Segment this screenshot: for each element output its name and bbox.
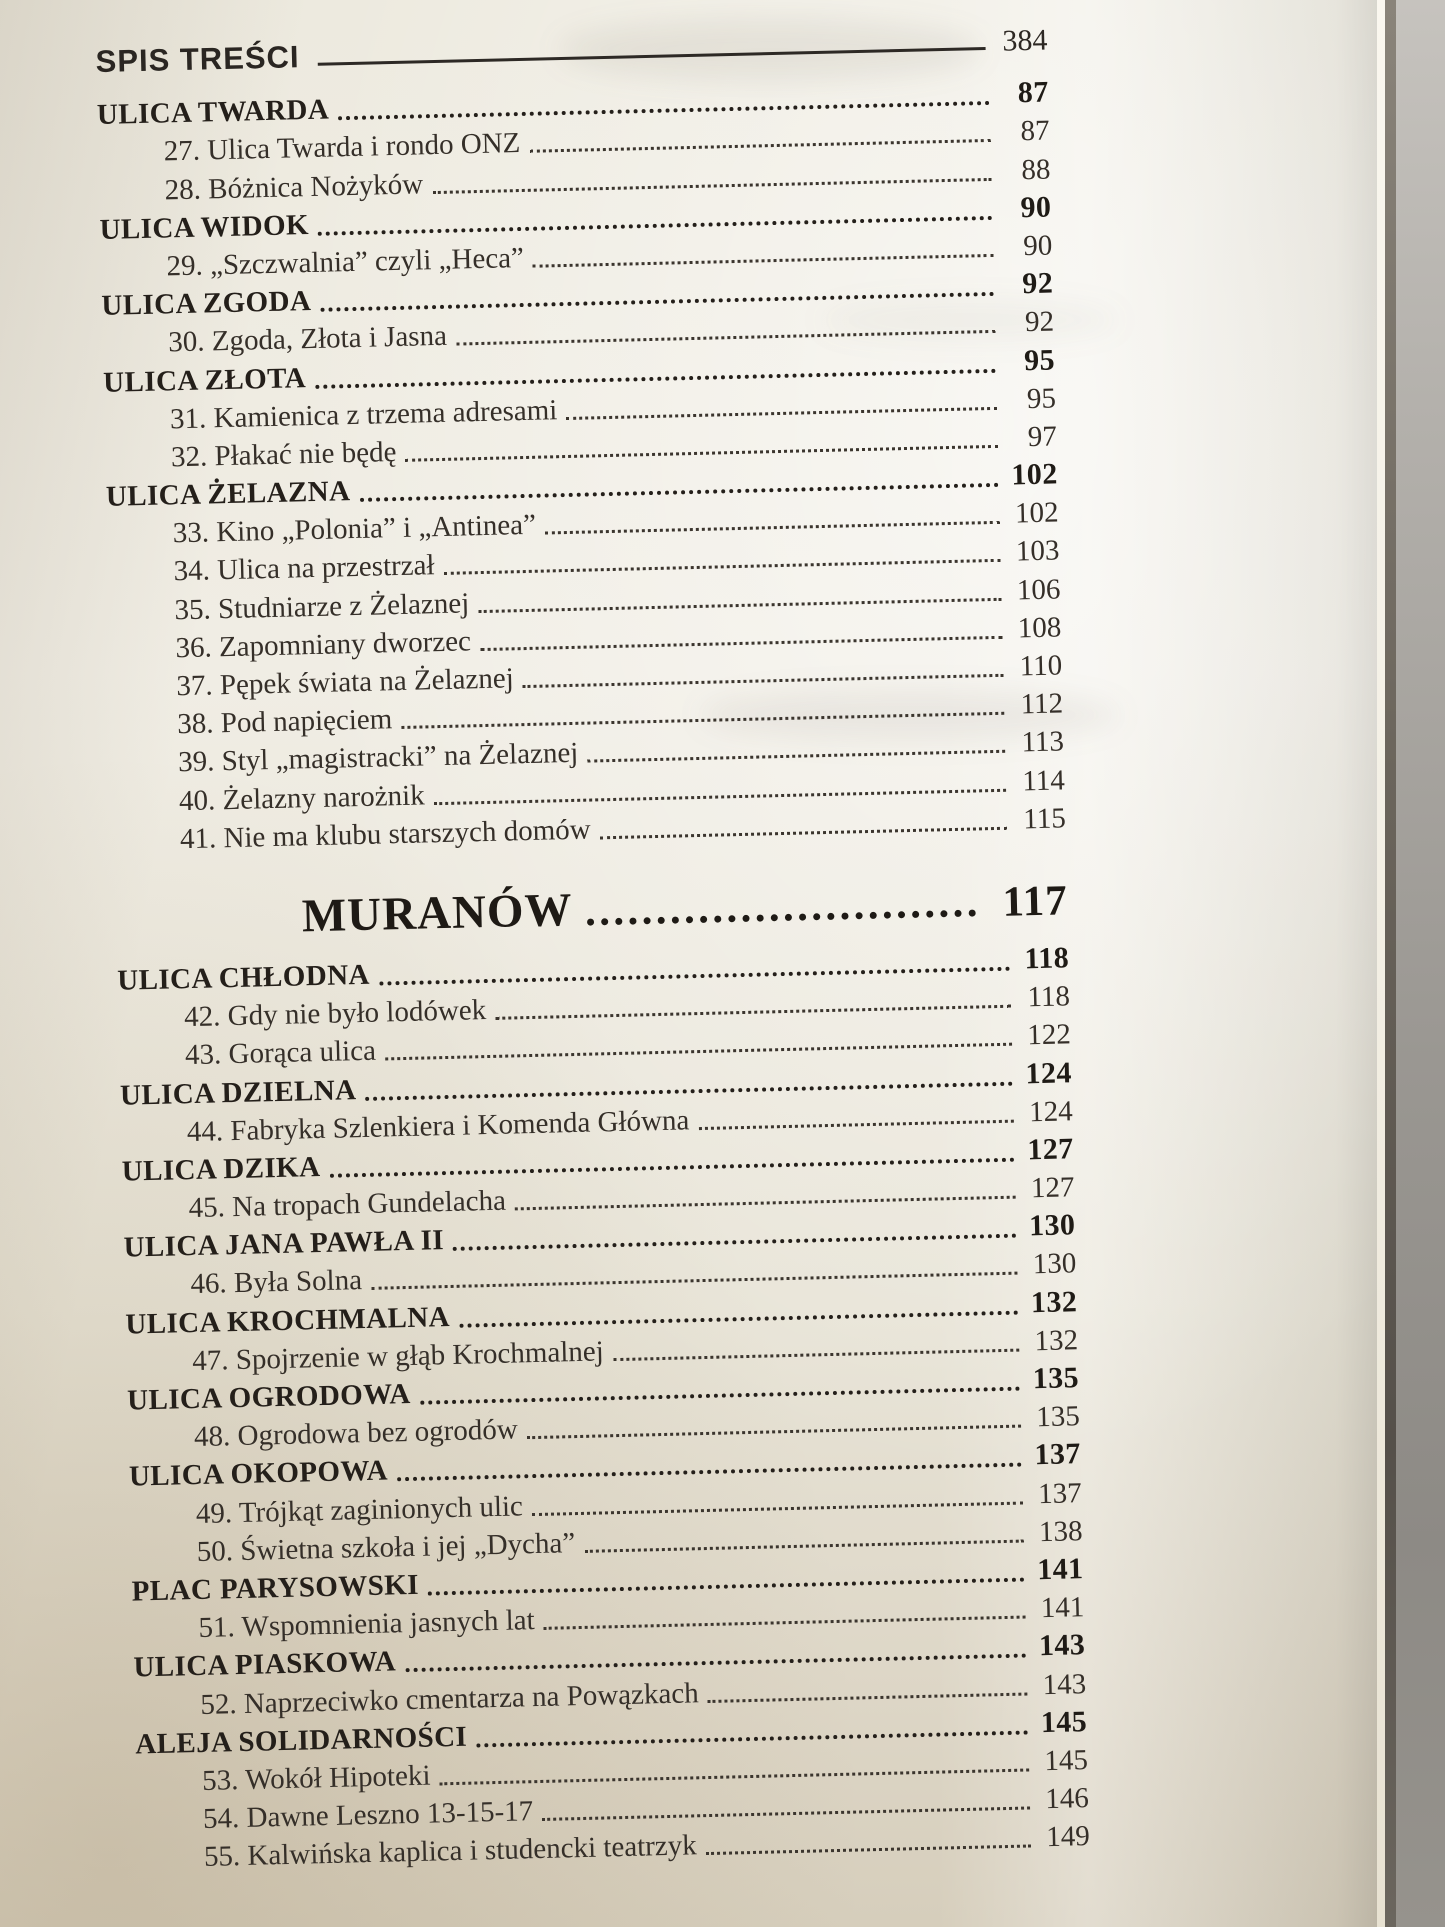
entry-page-number: 92 — [1024, 305, 1055, 339]
entry-label: ULICA CHŁODNA — [116, 958, 371, 997]
entry-label: MURANÓW — [301, 883, 574, 943]
entry-page-number: 112 — [1020, 687, 1064, 721]
entry-label: 54. Dawne Leszno 13-15-17 — [202, 1795, 534, 1836]
entry-label: 34. Ulica na przestrzał — [173, 549, 435, 588]
entry-page-number: 95 — [1026, 382, 1057, 415]
entry-page-number: 145 — [1044, 1743, 1089, 1777]
entry-page-number: 92 — [1021, 266, 1054, 301]
dot-leader — [600, 826, 1007, 839]
entry-label: 31. Kamienica z trzema adresami — [169, 393, 558, 436]
entry-page-number: 124 — [1028, 1094, 1074, 1128]
entry-label: ULICA ZŁOTA — [102, 361, 307, 399]
toc-content — [95, 12, 1090, 1876]
entry-page-number: 132 — [1030, 1284, 1078, 1319]
entry-label: 32. Płakać nie będę — [170, 435, 397, 474]
entry-label: ULICA WIDOK — [99, 208, 310, 246]
entry-page-number: 117 — [1002, 877, 1069, 926]
dot-leader — [587, 909, 976, 925]
entry-label: 27. Ulica Twarda i rondo ONZ — [163, 127, 521, 168]
entry-label: ULICA DZIELNA — [119, 1073, 357, 1112]
entry-page-number: 114 — [1022, 763, 1066, 797]
entry-page-number: 137 — [1034, 1437, 1082, 1472]
toc-header — [95, 12, 1048, 80]
entry-label: ULICA DZIKA — [121, 1150, 321, 1188]
entry-page-number: 149 — [1045, 1820, 1091, 1854]
entry-label: 38. Pod napięciem — [176, 703, 393, 741]
entry-page-number: 135 — [1032, 1361, 1080, 1396]
entry-label: 41. Nie ma klubu starszych domów — [179, 813, 592, 855]
entry-label: 33. Kino „Polonia” i „Antinea” — [172, 509, 537, 550]
entry-label: 44. Fabryka Szlenkiera i Komenda Główna — [186, 1103, 690, 1148]
entry-label: ULICA ŻELAZNA — [105, 475, 351, 513]
page-edge-highlight — [1377, 0, 1385, 1927]
entry-label: ULICA JANA PAWŁA II — [123, 1224, 445, 1264]
entry-page-number: 143 — [1038, 1628, 1086, 1663]
entry-label: 40. Żelazny narożnik — [178, 779, 425, 817]
entry-page-number: 143 — [1042, 1667, 1087, 1701]
dot-leader — [706, 1845, 1031, 1856]
dot-leader — [708, 1692, 1028, 1703]
entry-label: ULICA KROCHMALNA — [125, 1300, 451, 1341]
entry-page-number: 90 — [1020, 190, 1052, 224]
entry-label: ULICA TWARDA — [96, 93, 330, 132]
dot-leader — [698, 1119, 1013, 1129]
toc-part-row — [301, 871, 1068, 943]
entry-label: 50. Świetna szkoła i jej „Dycha” — [196, 1526, 576, 1568]
entry-label: 36. Zapomniany dworzec — [175, 625, 472, 665]
entry-label: ULICA OKOPOWA — [128, 1454, 389, 1493]
entry-page-number: 95 — [1023, 342, 1056, 377]
entry-page-number: 118 — [1027, 980, 1071, 1014]
entry-label: ULICA ZGODA — [101, 285, 312, 323]
header-rule — [318, 47, 986, 66]
entry-page-number: 130 — [1028, 1208, 1076, 1243]
entry-page-number: 130 — [1032, 1247, 1077, 1281]
entry-page-number: 127 — [1026, 1132, 1074, 1167]
page-block-edge-shadow — [1385, 0, 1396, 1927]
entry-page-number: 106 — [1016, 573, 1061, 607]
entry-label: 28. Bóżnica Nożyków — [164, 167, 424, 206]
entry-label: 29. „Szczwalnia” czyli „Heca” — [166, 241, 525, 283]
entry-label: 45. Na tropach Gundelacha — [188, 1184, 507, 1225]
entry-page-number: 103 — [1015, 534, 1060, 568]
entry-page-number: 118 — [1024, 941, 1070, 976]
entry-page-number: 90 — [1022, 229, 1053, 263]
toc-list — [96, 72, 1090, 1876]
entry-page-number: 88 — [1021, 153, 1051, 186]
entry-page-number: 102 — [1014, 496, 1059, 530]
entry-page-number: 138 — [1038, 1514, 1083, 1548]
entry-page-number: 132 — [1034, 1324, 1079, 1358]
entry-label: 42. Gdy nie było lodówek — [183, 994, 487, 1034]
entry-label: 55. Kalwińska kaplica i studencki teatrzyk — [203, 1829, 698, 1874]
entry-label: 49. Trójkąt zaginionych ulic — [195, 1489, 524, 1530]
entry-label: 46. Była Solna — [190, 1264, 363, 1301]
entry-page-number: 87 — [1017, 75, 1050, 110]
entry-label: 53. Wokół Hipoteki — [201, 1759, 431, 1797]
entry-page-number: 97 — [1027, 420, 1058, 454]
current-page-number: 384 — [1002, 23, 1048, 58]
entry-label: 39. Styl „magistracki” na Żelaznej — [177, 737, 579, 779]
entry-label: 48. Ogrodowa bez ogrodów — [193, 1413, 519, 1454]
entry-label: ULICA OGRODOWA — [126, 1377, 412, 1417]
entry-page-number: 135 — [1035, 1400, 1081, 1434]
page-title: SPIS TREŚCI — [95, 39, 300, 79]
entry-page-number: 145 — [1040, 1704, 1088, 1739]
entry-label: 43. Gorąca ulica — [184, 1034, 377, 1072]
entry-label: 47. Spojrzenie w głąb Krochmalnej — [191, 1335, 605, 1377]
entry-page-number: 115 — [1022, 802, 1067, 836]
entry-label: 30. Zgoda, Złota i Jasna — [167, 320, 448, 359]
entry-page-number: 146 — [1044, 1782, 1090, 1816]
entry-label: 35. Studniarze z Żelaznej — [174, 586, 470, 626]
entry-page-number: 137 — [1037, 1476, 1083, 1510]
entry-label: ALEJA SOLIDARNOŚCI — [134, 1720, 468, 1761]
background-surface — [1396, 0, 1445, 1927]
entry-label: ULICA PIASKOWA — [133, 1645, 397, 1684]
entry-page-number: 127 — [1030, 1171, 1075, 1205]
entry-page-number: 102 — [1011, 457, 1059, 492]
entry-label: PLAC PARYSOWSKI — [131, 1568, 420, 1608]
entry-page-number: 124 — [1025, 1055, 1073, 1090]
entry-page-number: 141 — [1036, 1552, 1084, 1587]
entry-page-number: 122 — [1026, 1018, 1072, 1052]
entry-label: 52. Naprzeciwko cmentarza na Powązkach — [200, 1676, 700, 1721]
entry-page-number: 110 — [1019, 649, 1063, 683]
entry-label: 37. Pępek świata na Żelaznej — [176, 662, 515, 703]
entry-label: 51. Wspomnienia jasnych lat — [198, 1604, 535, 1645]
entry-page-number: 141 — [1040, 1591, 1085, 1625]
entry-page-number: 87 — [1020, 114, 1050, 148]
entry-page-number: 108 — [1017, 611, 1062, 645]
entry-page-number: 113 — [1021, 725, 1065, 759]
